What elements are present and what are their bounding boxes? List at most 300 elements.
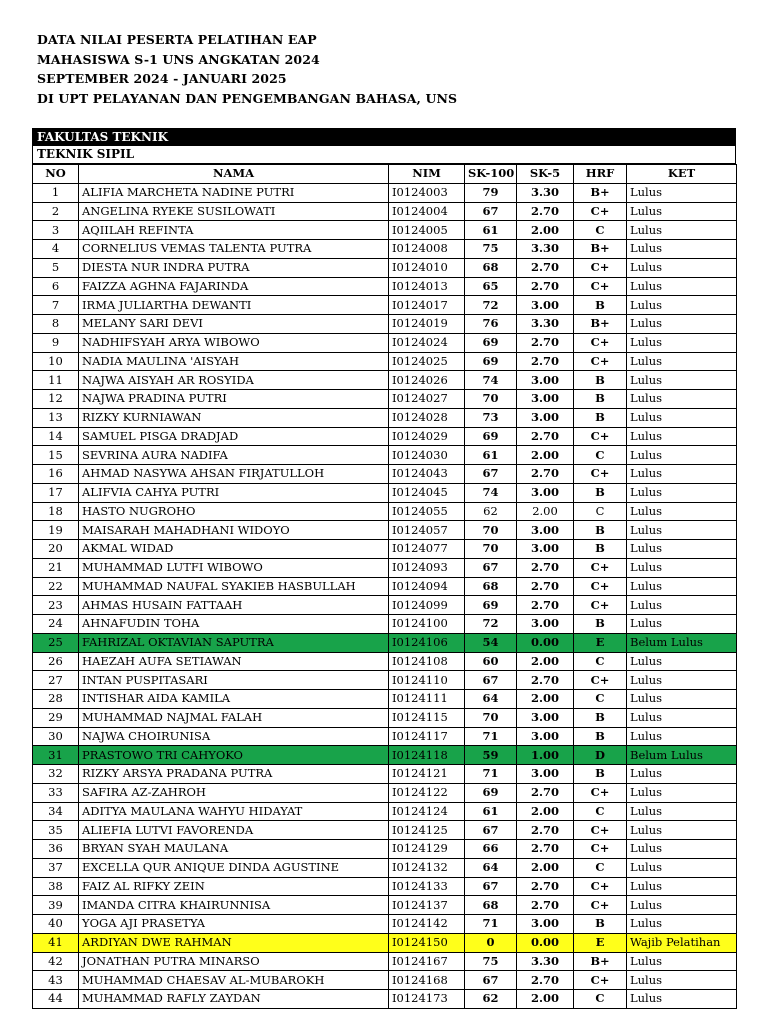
cell-ket: Lulus xyxy=(627,352,737,371)
cell-sk100: 59 xyxy=(465,746,517,765)
cell-sk100: 61 xyxy=(465,446,517,465)
cell-sk100: 71 xyxy=(465,727,517,746)
cell-sk100: 65 xyxy=(465,277,517,296)
cell-sk100: 62 xyxy=(465,990,517,1009)
cell-sk5: 2.70 xyxy=(517,465,574,484)
cell-sk100: 69 xyxy=(465,596,517,615)
cell-hrf: B xyxy=(574,615,627,634)
cell-no: 41 xyxy=(33,933,79,952)
cell-ket: Lulus xyxy=(627,990,737,1009)
cell-nama: FAIZ AL RIFKY ZEIN xyxy=(79,877,389,896)
table-row xyxy=(33,540,737,559)
cell-sk5: 3.30 xyxy=(517,183,574,202)
cell-nim: I0124027 xyxy=(389,390,465,409)
cell-sk5: 3.00 xyxy=(517,371,574,390)
cell-ket: Lulus xyxy=(627,971,737,990)
cell-nama: AHMAD NASYWA AHSAN FIRJATULLOH xyxy=(79,465,389,484)
cell-nama: BRYAN SYAH MAULANA xyxy=(79,840,389,859)
cell-ket: Lulus xyxy=(627,371,737,390)
cell-hrf: B xyxy=(574,765,627,784)
cell-no: 8 xyxy=(33,315,79,334)
cell-no: 27 xyxy=(33,671,79,690)
cell-no: 29 xyxy=(33,708,79,727)
cell-nim: I0124115 xyxy=(389,708,465,727)
cell-sk5: 3.00 xyxy=(517,540,574,559)
cell-ket: Belum Lulus xyxy=(627,633,737,652)
cell-ket: Lulus xyxy=(627,258,737,277)
cell-no: 16 xyxy=(33,465,79,484)
cell-sk5: 2.70 xyxy=(517,577,574,596)
cell-ket: Lulus xyxy=(627,652,737,671)
cell-ket: Lulus xyxy=(627,296,737,315)
cell-no: 40 xyxy=(33,915,79,934)
cell-hrf: C xyxy=(574,858,627,877)
cell-sk5: 3.00 xyxy=(517,727,574,746)
cell-sk5: 3.00 xyxy=(517,615,574,634)
cell-no: 18 xyxy=(33,502,79,521)
cell-sk100: 68 xyxy=(465,258,517,277)
cell-sk100: 69 xyxy=(465,333,517,352)
cell-hrf: C+ xyxy=(574,671,627,690)
cell-hrf: B xyxy=(574,708,627,727)
table-body xyxy=(33,183,737,1008)
cell-hrf: B+ xyxy=(574,240,627,259)
table-header-row xyxy=(33,165,737,184)
cell-nim: I0124045 xyxy=(389,483,465,502)
cell-nama: CORNELIUS VEMAS TALENTA PUTRA xyxy=(79,240,389,259)
cell-no: 39 xyxy=(33,896,79,915)
document-header xyxy=(37,30,457,108)
cell-nim: I0124118 xyxy=(389,746,465,765)
cell-hrf: B xyxy=(574,371,627,390)
cell-sk5: 2.70 xyxy=(517,971,574,990)
table-row xyxy=(33,352,737,371)
cell-nim: I0124122 xyxy=(389,783,465,802)
cell-nim: I0124133 xyxy=(389,877,465,896)
cell-ket: Lulus xyxy=(627,896,737,915)
cell-nim: I0124019 xyxy=(389,315,465,334)
cell-ket: Lulus xyxy=(627,671,737,690)
cell-sk100: 0 xyxy=(465,933,517,952)
cell-hrf: C+ xyxy=(574,333,627,352)
cell-nama: EXCELLA QUR ANIQUE DINDA AGUSTINE xyxy=(79,858,389,877)
header-subtitle: MAHASISWA S-1 UNS ANGKATAN 2024 xyxy=(37,51,320,67)
table-row xyxy=(33,858,737,877)
cell-no: 21 xyxy=(33,558,79,577)
cell-nama: ARDIYAN DWE RAHMAN xyxy=(79,933,389,952)
cell-no: 43 xyxy=(33,971,79,990)
cell-nim: I0124137 xyxy=(389,896,465,915)
cell-sk5: 2.70 xyxy=(517,277,574,296)
cell-nama: NAJWA AISYAH AR ROSYIDA xyxy=(79,371,389,390)
cell-nim: I0124132 xyxy=(389,858,465,877)
cell-nim: I0124125 xyxy=(389,821,465,840)
cell-ket: Lulus xyxy=(627,783,737,802)
column-header-no: NO xyxy=(33,165,79,184)
cell-no: 13 xyxy=(33,408,79,427)
cell-nama: ALIEFIA LUTVI FAVORENDA xyxy=(79,821,389,840)
cell-hrf: E xyxy=(574,633,627,652)
table-row xyxy=(33,258,737,277)
cell-nama: RIZKY KURNIAWAN xyxy=(79,408,389,427)
table-row xyxy=(33,896,737,915)
cell-sk5: 3.00 xyxy=(517,408,574,427)
cell-sk100: 73 xyxy=(465,408,517,427)
cell-hrf: B xyxy=(574,483,627,502)
cell-sk5: 2.70 xyxy=(517,896,574,915)
cell-nim: I0124028 xyxy=(389,408,465,427)
cell-sk5: 2.00 xyxy=(517,652,574,671)
table-row xyxy=(33,183,737,202)
table-row xyxy=(33,671,737,690)
cell-nim: I0124024 xyxy=(389,333,465,352)
cell-hrf: B xyxy=(574,408,627,427)
cell-nama: NADIA MAULINA 'AISYAH xyxy=(79,352,389,371)
cell-no: 33 xyxy=(33,783,79,802)
cell-no: 17 xyxy=(33,483,79,502)
cell-sk5: 2.00 xyxy=(517,690,574,709)
table-row xyxy=(33,521,737,540)
header-title: DATA NILAI PESERTA PELATIHAN EAP xyxy=(37,32,317,47)
cell-nama: NAJWA PRADINA PUTRI xyxy=(79,390,389,409)
cell-nama: SAMUEL PISGA DRADJAD xyxy=(79,427,389,446)
cell-ket: Lulus xyxy=(627,952,737,971)
cell-sk100: 54 xyxy=(465,633,517,652)
table-row xyxy=(33,802,737,821)
cell-ket: Lulus xyxy=(627,877,737,896)
cell-sk100: 69 xyxy=(465,783,517,802)
cell-sk100: 67 xyxy=(465,971,517,990)
cell-ket: Lulus xyxy=(627,221,737,240)
cell-sk100: 68 xyxy=(465,577,517,596)
table-row xyxy=(33,502,737,521)
cell-nim: I0124110 xyxy=(389,671,465,690)
department-band: TEKNIK SIPIL xyxy=(32,146,736,164)
cell-hrf: C+ xyxy=(574,277,627,296)
table-row xyxy=(33,746,737,765)
cell-nama: SAFIRA AZ-ZAHROH xyxy=(79,783,389,802)
header-institution: DI UPT PELAYANAN DAN PENGEMBANGAN BAHASA, UNS xyxy=(37,90,458,106)
cell-no: 15 xyxy=(33,446,79,465)
table-row xyxy=(33,840,737,859)
cell-no: 30 xyxy=(33,727,79,746)
table-row xyxy=(33,277,737,296)
cell-ket: Lulus xyxy=(627,502,737,521)
cell-hrf: C+ xyxy=(574,202,627,221)
cell-nama: IMANDA CITRA KHAIRUNNISA xyxy=(79,896,389,915)
cell-ket: Lulus xyxy=(627,708,737,727)
cell-no: 20 xyxy=(33,540,79,559)
cell-hrf: C+ xyxy=(574,821,627,840)
cell-ket: Lulus xyxy=(627,315,737,334)
cell-sk5: 3.30 xyxy=(517,240,574,259)
cell-ket: Lulus xyxy=(627,858,737,877)
cell-ket: Lulus xyxy=(627,240,737,259)
cell-hrf: B xyxy=(574,296,627,315)
cell-sk5: 3.30 xyxy=(517,952,574,971)
cell-sk100: 72 xyxy=(465,296,517,315)
cell-sk100: 64 xyxy=(465,858,517,877)
cell-sk5: 2.70 xyxy=(517,558,574,577)
cell-hrf: C+ xyxy=(574,596,627,615)
cell-nama: IRMA JULIARTHA DEWANTI xyxy=(79,296,389,315)
cell-nim: I0124077 xyxy=(389,540,465,559)
cell-sk5: 2.70 xyxy=(517,258,574,277)
cell-ket: Lulus xyxy=(627,521,737,540)
cell-no: 23 xyxy=(33,596,79,615)
table-row xyxy=(33,408,737,427)
cell-sk5: 3.00 xyxy=(517,915,574,934)
cell-nim: I0124108 xyxy=(389,652,465,671)
cell-nama: INTAN PUSPITASARI xyxy=(79,671,389,690)
cell-no: 4 xyxy=(33,240,79,259)
cell-nim: I0124167 xyxy=(389,952,465,971)
table-row xyxy=(33,577,737,596)
cell-no: 26 xyxy=(33,652,79,671)
cell-sk100: 61 xyxy=(465,802,517,821)
cell-nama: INTISHAR AIDA KAMILA xyxy=(79,690,389,709)
table-row xyxy=(33,708,737,727)
cell-nama: MUHAMMAD NAJMAL FALAH xyxy=(79,708,389,727)
cell-nama: MELANY SARI DEVI xyxy=(79,315,389,334)
cell-nama: NAJWA CHOIRUNISA xyxy=(79,727,389,746)
cell-sk5: 2.70 xyxy=(517,877,574,896)
cell-sk5: 2.00 xyxy=(517,858,574,877)
table-row xyxy=(33,202,737,221)
table-row xyxy=(33,465,737,484)
cell-nama: DIESTA NUR INDRA PUTRA xyxy=(79,258,389,277)
cell-hrf: D xyxy=(574,746,627,765)
cell-no: 44 xyxy=(33,990,79,1009)
cell-hrf: C xyxy=(574,221,627,240)
cell-no: 1 xyxy=(33,183,79,202)
cell-nim: I0124013 xyxy=(389,277,465,296)
cell-nama: AHNAFUDIN TOHA xyxy=(79,615,389,634)
table-row xyxy=(33,933,737,952)
table-row xyxy=(33,558,737,577)
cell-sk100: 67 xyxy=(465,202,517,221)
cell-ket: Lulus xyxy=(627,540,737,559)
cell-nim: I0124003 xyxy=(389,183,465,202)
cell-sk100: 69 xyxy=(465,427,517,446)
cell-sk100: 74 xyxy=(465,483,517,502)
cell-ket: Lulus xyxy=(627,483,737,502)
table-row xyxy=(33,315,737,334)
cell-no: 25 xyxy=(33,633,79,652)
cell-sk100: 68 xyxy=(465,896,517,915)
cell-hrf: C+ xyxy=(574,427,627,446)
cell-ket: Lulus xyxy=(627,821,737,840)
cell-hrf: C+ xyxy=(574,577,627,596)
cell-nim: I0124004 xyxy=(389,202,465,221)
cell-sk100: 67 xyxy=(465,821,517,840)
cell-nama: JONATHAN PUTRA MINARSO xyxy=(79,952,389,971)
cell-nim: I0124026 xyxy=(389,371,465,390)
cell-nama: PRASTOWO TRI CAHYOKO xyxy=(79,746,389,765)
cell-ket: Lulus xyxy=(627,183,737,202)
cell-nim: I0124057 xyxy=(389,521,465,540)
column-header-hrf: HRF xyxy=(574,165,627,184)
cell-sk5: 2.70 xyxy=(517,596,574,615)
cell-sk100: 75 xyxy=(465,240,517,259)
cell-nim: I0124093 xyxy=(389,558,465,577)
cell-hrf: B xyxy=(574,540,627,559)
cell-hrf: C xyxy=(574,990,627,1009)
cell-sk5: 2.70 xyxy=(517,821,574,840)
cell-nim: I0124017 xyxy=(389,296,465,315)
table-row xyxy=(33,390,737,409)
cell-nim: I0124121 xyxy=(389,765,465,784)
cell-hrf: C xyxy=(574,502,627,521)
table-row xyxy=(33,240,737,259)
cell-nim: I0124043 xyxy=(389,465,465,484)
header-period: SEPTEMBER 2024 - JANUARI 2025 xyxy=(37,71,287,86)
cell-hrf: C+ xyxy=(574,465,627,484)
cell-ket: Lulus xyxy=(627,408,737,427)
cell-sk100: 74 xyxy=(465,371,517,390)
cell-ket: Lulus xyxy=(627,277,737,296)
cell-no: 14 xyxy=(33,427,79,446)
table-row xyxy=(33,652,737,671)
cell-no: 36 xyxy=(33,840,79,859)
cell-sk100: 79 xyxy=(465,183,517,202)
cell-nama: SEVRINA AURA NADIFA xyxy=(79,446,389,465)
cell-sk5: 2.70 xyxy=(517,783,574,802)
cell-sk5: 3.00 xyxy=(517,521,574,540)
cell-nama: HASTO NUGROHO xyxy=(79,502,389,521)
table-row xyxy=(33,371,737,390)
cell-nim: I0124129 xyxy=(389,840,465,859)
table-row xyxy=(33,821,737,840)
cell-nim: I0124008 xyxy=(389,240,465,259)
cell-hrf: C+ xyxy=(574,840,627,859)
cell-sk5: 2.70 xyxy=(517,333,574,352)
cell-sk100: 70 xyxy=(465,521,517,540)
cell-ket: Lulus xyxy=(627,427,737,446)
cell-nama: MAISARAH MAHADHANI WIDOYO xyxy=(79,521,389,540)
cell-no: 31 xyxy=(33,746,79,765)
cell-nim: I0124099 xyxy=(389,596,465,615)
table-row xyxy=(33,971,737,990)
table-row xyxy=(33,427,737,446)
cell-ket: Belum Lulus xyxy=(627,746,737,765)
cell-sk5: 2.70 xyxy=(517,202,574,221)
cell-no: 3 xyxy=(33,221,79,240)
cell-nim: I0124100 xyxy=(389,615,465,634)
cell-nim: I0124010 xyxy=(389,258,465,277)
faculty-band: FAKULTAS TEKNIK xyxy=(32,128,736,146)
cell-sk5: 2.70 xyxy=(517,840,574,859)
cell-sk5: 3.00 xyxy=(517,708,574,727)
cell-sk100: 69 xyxy=(465,352,517,371)
cell-hrf: B xyxy=(574,727,627,746)
cell-sk5: 3.00 xyxy=(517,296,574,315)
cell-ket: Lulus xyxy=(627,390,737,409)
cell-ket: Lulus xyxy=(627,690,737,709)
cell-nim: I0124111 xyxy=(389,690,465,709)
cell-ket: Lulus xyxy=(627,615,737,634)
cell-no: 35 xyxy=(33,821,79,840)
cell-sk5: 3.00 xyxy=(517,483,574,502)
table-row xyxy=(33,783,737,802)
cell-nama: ANGELINA RYEKE SUSILOWATI xyxy=(79,202,389,221)
cell-no: 7 xyxy=(33,296,79,315)
table-row xyxy=(33,615,737,634)
cell-sk100: 70 xyxy=(465,540,517,559)
table-row xyxy=(33,296,737,315)
cell-hrf: B+ xyxy=(574,183,627,202)
cell-hrf: C+ xyxy=(574,258,627,277)
cell-sk5: 2.00 xyxy=(517,502,574,521)
cell-sk100: 67 xyxy=(465,465,517,484)
cell-no: 28 xyxy=(33,690,79,709)
cell-nama: AQIILAH REFINTA xyxy=(79,221,389,240)
cell-sk5: 2.00 xyxy=(517,990,574,1009)
cell-hrf: B xyxy=(574,521,627,540)
cell-nim: I0124106 xyxy=(389,633,465,652)
table-row xyxy=(33,483,737,502)
table-row xyxy=(33,915,737,934)
cell-sk100: 60 xyxy=(465,652,517,671)
cell-no: 12 xyxy=(33,390,79,409)
cell-sk100: 62 xyxy=(465,502,517,521)
cell-nim: I0124094 xyxy=(389,577,465,596)
cell-hrf: C+ xyxy=(574,783,627,802)
column-header-ket: KET xyxy=(627,165,737,184)
cell-hrf: C+ xyxy=(574,558,627,577)
cell-hrf: C+ xyxy=(574,896,627,915)
table-row xyxy=(33,765,737,784)
cell-nama: MUHAMMAD NAUFAL SYAKIEB HASBULLAH xyxy=(79,577,389,596)
cell-ket: Lulus xyxy=(627,915,737,934)
cell-nim: I0124005 xyxy=(389,221,465,240)
cell-nama: FAHRIZAL OKTAVIAN SAPUTRA xyxy=(79,633,389,652)
cell-hrf: B+ xyxy=(574,952,627,971)
cell-ket: Wajib Pelatihan xyxy=(627,933,737,952)
cell-hrf: C xyxy=(574,446,627,465)
cell-nim: I0124055 xyxy=(389,502,465,521)
cell-sk100: 70 xyxy=(465,390,517,409)
column-header-sk100: SK-100 xyxy=(465,165,517,184)
cell-sk5: 2.00 xyxy=(517,446,574,465)
cell-sk100: 67 xyxy=(465,671,517,690)
cell-hrf: B xyxy=(574,915,627,934)
table-row xyxy=(33,877,737,896)
cell-sk5: 2.00 xyxy=(517,221,574,240)
cell-nama: NADHIFSYAH ARYA WIBOWO xyxy=(79,333,389,352)
cell-hrf: C+ xyxy=(574,971,627,990)
cell-ket: Lulus xyxy=(627,577,737,596)
cell-nama: ALIFVIA CAHYA PUTRI xyxy=(79,483,389,502)
cell-sk100: 66 xyxy=(465,840,517,859)
cell-no: 22 xyxy=(33,577,79,596)
table-row xyxy=(33,596,737,615)
cell-nim: I0124030 xyxy=(389,446,465,465)
cell-no: 19 xyxy=(33,521,79,540)
cell-nim: I0124124 xyxy=(389,802,465,821)
cell-no: 32 xyxy=(33,765,79,784)
cell-sk5: 0.00 xyxy=(517,633,574,652)
table-row xyxy=(33,446,737,465)
column-header-sk5: SK-5 xyxy=(517,165,574,184)
cell-hrf: B xyxy=(574,390,627,409)
cell-no: 24 xyxy=(33,615,79,634)
cell-hrf: C xyxy=(574,690,627,709)
cell-nim: I0124029 xyxy=(389,427,465,446)
cell-nama: RIZKY ARSYA PRADANA PUTRA xyxy=(79,765,389,784)
cell-sk100: 61 xyxy=(465,221,517,240)
table-row xyxy=(33,690,737,709)
